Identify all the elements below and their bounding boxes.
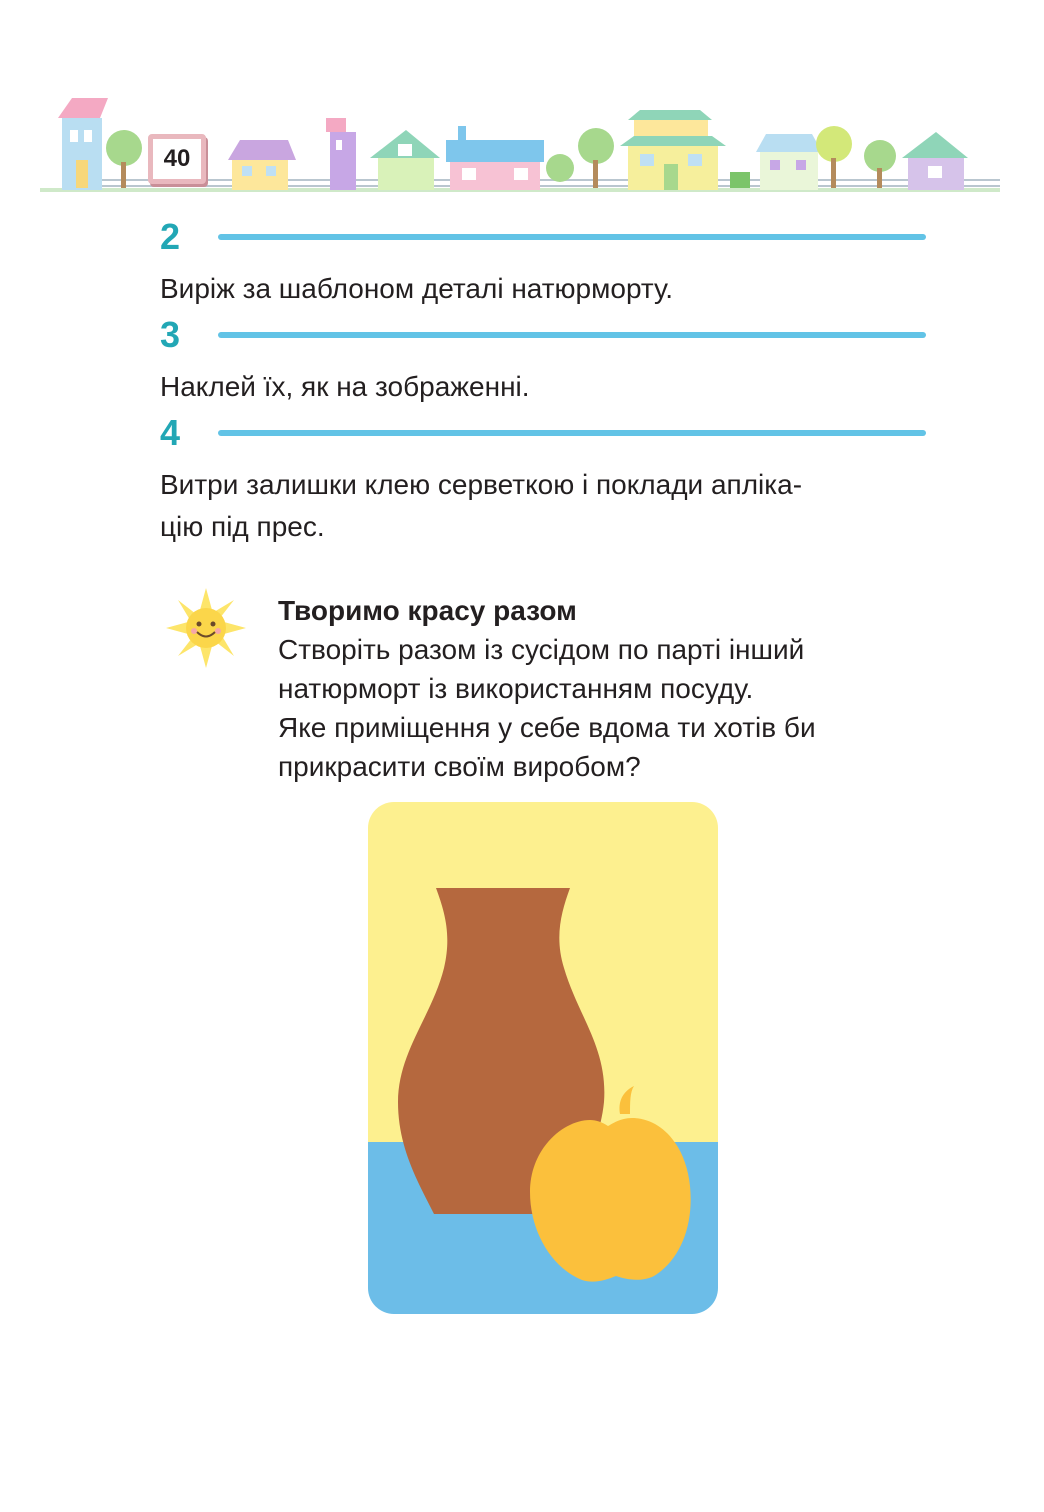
section-text-line: натюрморт із використанням посуду. xyxy=(278,673,754,704)
section-text-line: Яке приміщення у себе вдома ти хотів би xyxy=(278,712,816,743)
step-divider xyxy=(218,332,926,338)
step-text: Виріж за шаблоном деталі натюрморту. xyxy=(160,273,674,304)
together-section xyxy=(278,592,938,786)
step-divider xyxy=(218,430,926,436)
step-text: Наклей їх, як на зображенні. xyxy=(160,371,530,402)
step-text-line: Витри залишки клею серветкою і поклади апліка- xyxy=(160,469,803,500)
step-number: 2 xyxy=(160,216,181,257)
step-text xyxy=(160,464,930,548)
still-life-applique-image xyxy=(368,802,718,1314)
step-number: 4 xyxy=(160,412,181,453)
step-divider xyxy=(218,234,926,240)
section-title: Творимо красу разом xyxy=(278,595,577,626)
step-number: 3 xyxy=(160,314,181,355)
step-text-line: цію під прес. xyxy=(160,511,325,542)
smiling-sun-icon xyxy=(164,586,248,670)
page-number: 40 xyxy=(148,134,206,184)
section-text-line: прикрасити своїм виробом? xyxy=(278,751,641,782)
house-icon xyxy=(58,98,108,190)
apple-shape xyxy=(530,1118,691,1282)
section-text-line: Створіть разом із сусідом по парті інший xyxy=(278,634,805,665)
